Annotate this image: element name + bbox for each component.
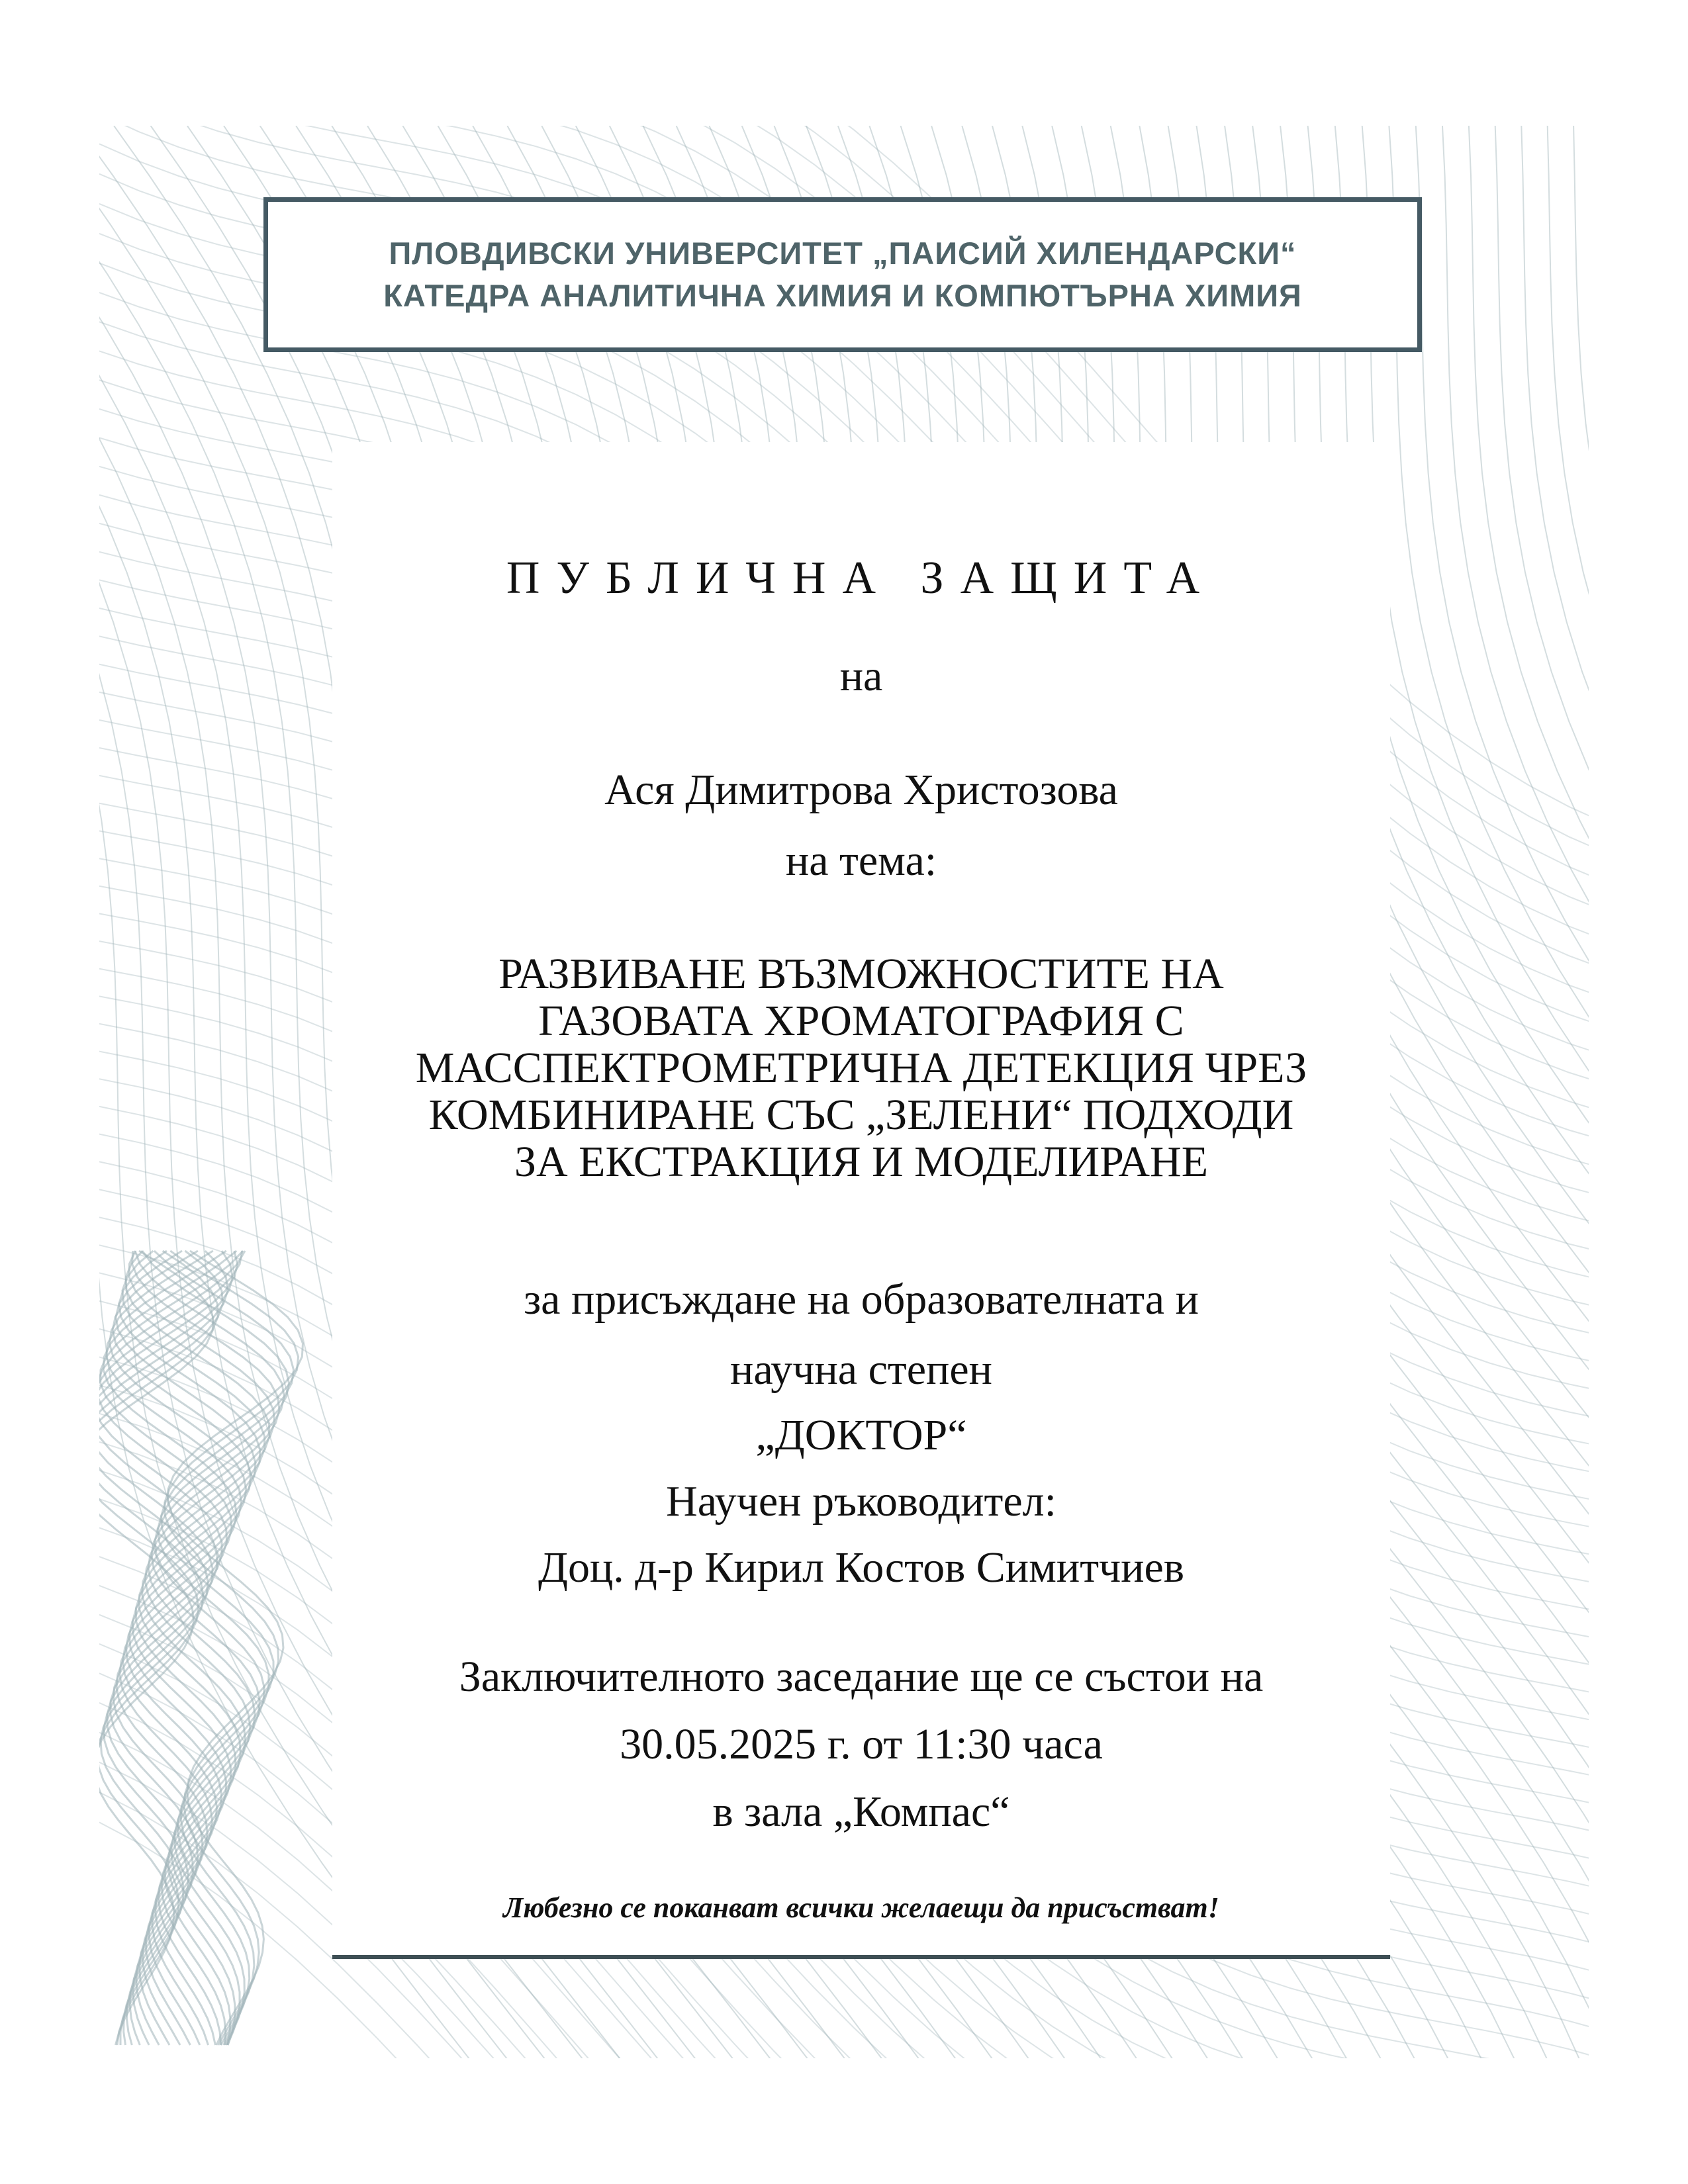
session-venue: в зала „Компас“: [712, 1788, 1010, 1836]
supervisor-name: Доц. д-р Кирил Костов Симитчиев: [538, 1543, 1185, 1592]
topic-line: РАЗВИВАНЕ ВЪЗМОЖНОСТИТЕ НА: [498, 950, 1224, 998]
session-line: Заключителното заседание ще се състои на: [459, 1653, 1264, 1701]
topic-label: на тема:: [785, 837, 937, 885]
topic-line: ГАЗОВАТА ХРОМАТОГРАФИЯ С: [538, 997, 1184, 1045]
invitation-text: Любезно се поканват всички желаещи да присъстват!: [503, 1891, 1219, 1924]
department-name: КАТЕДРА АНАЛИТИЧНА ХИМИЯ И КОМПЮТЪРНА ХИМИЯ: [383, 278, 1302, 313]
panel-bottom-rule: [332, 1955, 1390, 1959]
degree-text-line: научна степен: [730, 1345, 992, 1394]
announcement-title: ПУБЛИЧНА ЗАЩИТА: [506, 553, 1217, 604]
topic-line: ЗА ЕКСТРАКЦИЯ И МОДЕЛИРАНЕ: [514, 1138, 1209, 1186]
degree-name: „ДОКТОР“: [755, 1411, 967, 1459]
degree-text-line: за присъждане на образователната и: [524, 1275, 1199, 1324]
of-label: на: [839, 652, 883, 700]
announcement-panel: [332, 442, 1390, 1958]
university-header: [263, 197, 1422, 352]
topic-line: КОМБИНИРАНЕ СЪС „ЗЕЛЕНИ“ ПОДХОДИ: [428, 1091, 1294, 1139]
candidate-name: Ася Димитрова Христозова: [604, 766, 1118, 814]
topic-line: МАССПЕКТРОМЕТРИЧНА ДЕТЕКЦИЯ ЧРЕЗ: [415, 1044, 1307, 1092]
session-date-time: 30.05.2025 г. от 11:30 часа: [620, 1720, 1103, 1768]
supervisor-label: Научен ръководител:: [666, 1477, 1056, 1525]
university-name: ПЛОВДИВСКИ УНИВЕРСИТЕТ „ПАИСИЙ ХИЛЕНДАРСКИ“: [389, 236, 1297, 271]
